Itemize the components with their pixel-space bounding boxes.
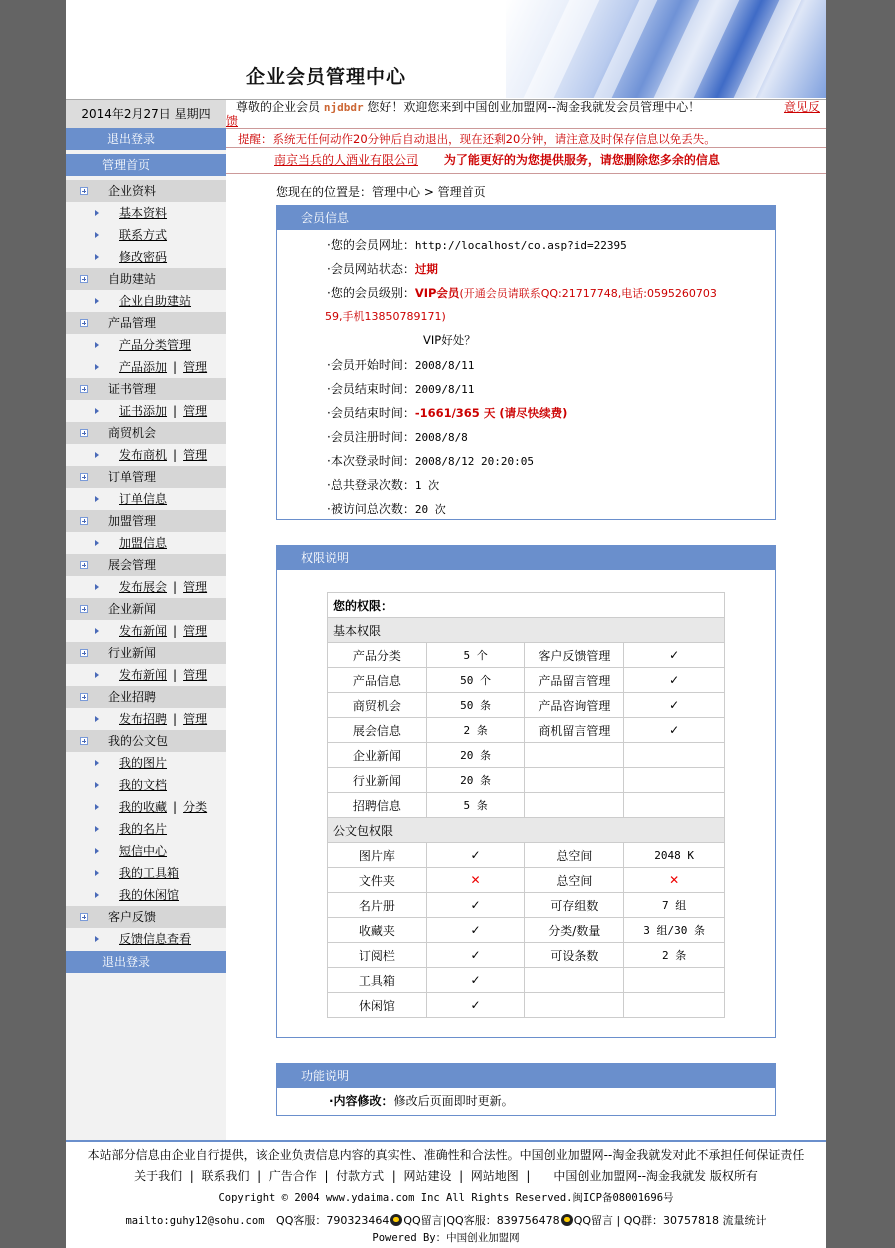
arrow-right-icon (95, 210, 99, 216)
sidebar-category-label: 企业招聘 (108, 690, 157, 704)
arrow-right-icon (95, 452, 99, 458)
arrow-right-icon (95, 870, 99, 876)
current-date: 2014年2月27日 星期四 (66, 99, 226, 128)
footer (66, 1140, 826, 1248)
status-value: 过期 (414, 262, 438, 276)
expand-plus-icon[interactable] (80, 693, 88, 701)
table-cell: 商机留言管理 (525, 718, 624, 743)
table-cell: 收藏夹 (328, 918, 427, 943)
footer-separator: | (316, 1169, 337, 1183)
table-cell: 50 个 (426, 668, 525, 693)
sidebar-item-link[interactable]: 修改密码 (119, 250, 168, 264)
table-cell (624, 743, 725, 768)
sidebar-category[interactable] (66, 598, 226, 620)
level-note: (开通会员请联系QQ:21717748,电话:0595260703 (459, 287, 717, 300)
sidebar-item (66, 796, 226, 818)
sidebar-category-label: 展会管理 (108, 558, 157, 572)
table-row (328, 918, 725, 943)
sidebar-category-label: 企业新闻 (108, 602, 157, 616)
table-cell: 工具箱 (328, 968, 427, 993)
permissions-panel (276, 545, 776, 1038)
sidebar-item (66, 400, 226, 422)
sidebar-item-link[interactable]: 发布新闻 (119, 668, 168, 682)
arrow-right-icon (95, 540, 99, 546)
banner-artwork (506, 0, 826, 98)
member-info-title: 会员信息 (277, 206, 775, 230)
start-value: 2008/8/11 (414, 359, 475, 372)
permission-section-heading: 基本权限 (328, 618, 725, 643)
separator: | (173, 404, 178, 418)
sidebar-category[interactable] (66, 906, 226, 928)
table-row (328, 893, 725, 918)
footer-link[interactable]: 网站建设 (403, 1169, 452, 1183)
sidebar-item-manage-link[interactable]: 管理 (183, 668, 208, 682)
notice-bar (226, 148, 826, 174)
arrow-right-icon (95, 298, 99, 304)
footer-qq-msg-1[interactable]: QQ留言 (403, 1214, 443, 1227)
sidebar-item-link[interactable]: 反馈信息查看 (119, 932, 192, 946)
remain-label: ·会员结束时间： (327, 406, 415, 420)
table-cell: 2 条 (624, 943, 725, 968)
footer-link[interactable]: 关于我们 (134, 1169, 183, 1183)
sidebar-item-link[interactable]: 发布展会 (119, 580, 168, 594)
sidebar-category[interactable] (66, 180, 226, 202)
footer-qq-group: | QQ群：30757818 (616, 1214, 720, 1227)
feedback-link-wrap[interactable]: 馈 (226, 114, 239, 128)
level-note-cont: 59,手机13850789171) (325, 310, 446, 323)
arrow-right-icon (95, 672, 99, 678)
footer-separator: | (249, 1169, 269, 1183)
arrow-right-icon (95, 760, 99, 766)
sidebar-item (66, 664, 226, 686)
sidebar-category-label: 我的公文包 (108, 734, 169, 748)
sidebar-item (66, 246, 226, 268)
level-label: ·您的会员级别： (327, 286, 415, 300)
footer-qq1: QQ客服：790323464 (276, 1214, 390, 1227)
sidebar-category[interactable] (66, 378, 226, 400)
sidebar-item-manage-link[interactable]: 管理 (183, 404, 208, 418)
table-cell: 休闲馆 (328, 993, 427, 1018)
footer-link[interactable]: 联系我们 (201, 1169, 250, 1183)
table-row (328, 768, 725, 793)
expand-plus-icon[interactable] (80, 737, 88, 745)
table-cell: 订阅栏 (328, 943, 427, 968)
table-cell (525, 768, 624, 793)
permissions-table (327, 592, 725, 1018)
vip-benefit-link[interactable]: VIP好处？ (423, 333, 476, 347)
footer-powered: Powered By：中国创业加盟网 (372, 1232, 520, 1244)
table-cell: 可存组数 (525, 893, 624, 918)
footer-separator: | (384, 1169, 404, 1183)
sidebar-item (66, 532, 226, 554)
sidebar (66, 128, 226, 1140)
login-label: ·本次登录时间： (327, 454, 415, 468)
sidebar-category-label: 产品管理 (108, 316, 157, 330)
table-cell (624, 768, 725, 793)
footer-separator: | (518, 1169, 554, 1183)
sidebar-item (66, 774, 226, 796)
timeout-reminder: 提醒：系统无任何动作20分钟后自动退出，现在还剩20分钟，请注意及时保存信息以免丢失。 (226, 128, 826, 148)
sidebar-item-link[interactable]: 企业自助建站 (119, 294, 192, 308)
separator: | (173, 448, 178, 462)
sidebar-item-link[interactable]: 订单信息 (119, 492, 168, 506)
sidebar-item (66, 444, 226, 466)
sidebar-item (66, 620, 226, 642)
table-cell: ✓ (426, 943, 525, 968)
table-cell: 20 条 (426, 743, 525, 768)
welcome-suffix: 您好！欢迎您来到中国创业加盟网--淘金我就发会员管理中心！ (367, 100, 701, 114)
sidebar-item-link[interactable]: 我的工具箱 (119, 866, 180, 880)
table-row (328, 968, 725, 993)
sidebar-item (66, 202, 226, 224)
functions-text: 修改后页面即时更新。 (393, 1094, 514, 1108)
sidebar-item (66, 488, 226, 510)
sidebar-category[interactable] (66, 554, 226, 576)
table-cell (624, 968, 725, 993)
total-login-value: 1 次 (414, 479, 440, 492)
footer-qq-msg-2[interactable]: QQ留言 (573, 1214, 614, 1227)
table-row (328, 993, 725, 1018)
sidebar-item-link[interactable]: 发布新闻 (119, 624, 168, 638)
feedback-link[interactable]: 意见反 (783, 100, 820, 114)
arrow-right-icon (95, 826, 99, 832)
table-row (328, 643, 725, 668)
footer-link[interactable]: 广告合作 (268, 1169, 317, 1183)
footer-mail-link[interactable]: mailto:guhy12@sohu.com (125, 1215, 265, 1227)
sidebar-category[interactable] (66, 730, 226, 752)
arrow-right-icon (95, 342, 99, 348)
arrow-right-icon (95, 584, 99, 590)
qq-icon (390, 1214, 402, 1226)
functions-panel (276, 1063, 776, 1116)
sidebar-item (66, 356, 226, 378)
sidebar-category[interactable] (66, 422, 226, 444)
footer-links (66, 1167, 826, 1184)
sidebar-item (66, 818, 226, 840)
arrow-right-icon (95, 936, 99, 942)
sidebar-item-manage-link[interactable]: 管理 (183, 580, 208, 594)
sidebar-home[interactable]: 管理首页 (66, 154, 226, 176)
welcome-bar (226, 99, 826, 128)
sidebar-item (66, 224, 226, 246)
sidebar-item (66, 862, 226, 884)
footer-disclaimer: 本站部分信息由企业自行提供，该企业负责信息内容的真实性、准确性和合法性。中国创业加盟网--淘金我就发对此不承担任何保证责任 (87, 1148, 805, 1162)
table-cell: 总空间 (525, 843, 624, 868)
expand-plus-icon[interactable] (80, 319, 88, 327)
arrow-right-icon (95, 716, 99, 722)
sidebar-item (66, 928, 226, 950)
table-cell (624, 993, 725, 1018)
table-cell: 产品留言管理 (525, 668, 624, 693)
separator: | (173, 712, 178, 726)
sidebar-item (66, 290, 226, 312)
sidebar-item-manage-link[interactable]: 管理 (183, 360, 208, 374)
arrow-right-icon (95, 408, 99, 414)
level-value: VIP会员 (414, 286, 460, 300)
total-login-label: ·总共登录次数： (327, 478, 415, 492)
login-value: 2008/8/12 20:20:05 (414, 455, 535, 468)
status-label: ·会员网站状态： (327, 262, 415, 276)
visits-value: 20 次 (414, 503, 446, 516)
table-cell (624, 793, 725, 818)
table-cell: 50 条 (426, 693, 525, 718)
table-cell (525, 968, 624, 993)
arrow-right-icon (95, 254, 99, 260)
end-label: ·会员结束时间： (327, 382, 415, 396)
table-cell: ✓ (426, 893, 525, 918)
sidebar-item-link[interactable]: 我的收藏 (119, 800, 168, 814)
table-cell: 分类/数量 (525, 918, 624, 943)
sidebar-item-manage-link[interactable]: 管理 (183, 712, 208, 726)
footer-link[interactable]: 付款方式 (336, 1169, 385, 1183)
member-info-panel (276, 205, 776, 520)
expand-plus-icon[interactable] (80, 429, 88, 437)
qq-icon (561, 1214, 573, 1226)
sidebar-category-label: 客户反馈 (108, 910, 157, 924)
sidebar-item-manage-link[interactable]: 管理 (183, 448, 208, 462)
footer-stats-link[interactable]: 流量统计 (722, 1214, 767, 1227)
expand-plus-icon[interactable] (80, 649, 88, 657)
end-value: 2009/8/11 (414, 383, 475, 396)
footer-rights: 中国创业加盟网--淘金我就发 版权所有 (553, 1169, 758, 1183)
sidebar-item-link[interactable]: 我的文档 (119, 778, 168, 792)
table-cell: ✓ (426, 968, 525, 993)
reg-label: ·会员注册时间： (327, 430, 415, 444)
table-cell: 展会信息 (328, 718, 427, 743)
sidebar-item-link[interactable]: 我的名片 (119, 822, 168, 836)
footer-separator: | (451, 1169, 471, 1183)
url-label: ·您的会员网址： (327, 238, 415, 252)
welcome-prefix: 尊敬的企业会员 (236, 100, 321, 114)
sidebar-item-link[interactable]: 产品添加 (119, 360, 168, 374)
table-cell: 产品咨询管理 (525, 693, 624, 718)
table-cell: 招聘信息 (328, 793, 427, 818)
visits-label: ·被访问总次数： (327, 502, 415, 516)
logout-button-bottom[interactable]: 退出登录 (66, 951, 226, 973)
sidebar-item-link[interactable]: 短信中心 (119, 844, 168, 858)
sidebar-groups (66, 180, 226, 950)
table-cell: 5 条 (426, 793, 525, 818)
username: njdbdr (323, 101, 364, 114)
sidebar-category[interactable] (66, 686, 226, 708)
sidebar-item-link[interactable]: 基本资料 (119, 206, 168, 220)
table-cell: 行业新闻 (328, 768, 427, 793)
separator: | (173, 800, 178, 814)
table-cell: ✓ (624, 693, 725, 718)
breadcrumb: 您现在的位置是：管理中心 > 管理首页 (276, 185, 486, 199)
table-cell: ✓ (624, 668, 725, 693)
footer-separator: | (182, 1169, 202, 1183)
arrow-right-icon (95, 232, 99, 238)
table-cell: ✓ (426, 843, 525, 868)
arrow-right-icon (95, 804, 99, 810)
page-title: 企业会员管理中心 (246, 66, 407, 88)
company-link[interactable]: 南京当兵的人酒业有限公司 (274, 153, 419, 167)
reg-value: 2008/8/8 (414, 431, 468, 444)
footer-contact (66, 1212, 826, 1228)
sidebar-category[interactable] (66, 466, 226, 488)
table-cell: 2048 K (624, 843, 725, 868)
table-row (328, 868, 725, 893)
arrow-right-icon (95, 848, 99, 854)
table-cell: ✕ (426, 868, 525, 893)
sidebar-item-link[interactable]: 我的图片 (119, 756, 168, 770)
sidebar-item-link[interactable]: 加盟信息 (119, 536, 168, 550)
remain-value: -1661/365 天 (请尽快续费) (414, 406, 568, 420)
sidebar-item-link[interactable]: 联系方式 (119, 228, 168, 242)
table-cell (525, 993, 624, 1018)
sidebar-item (66, 752, 226, 774)
table-cell: 名片册 (328, 893, 427, 918)
sidebar-category-label: 行业新闻 (108, 646, 157, 660)
table-cell: 5 个 (426, 643, 525, 668)
expand-plus-icon[interactable] (80, 517, 88, 525)
expand-plus-icon[interactable] (80, 561, 88, 569)
sidebar-category-label: 商贸机会 (108, 426, 157, 440)
separator: | (173, 668, 178, 682)
arrow-right-icon (95, 364, 99, 370)
functions-label: ·内容修改： (329, 1094, 394, 1108)
table-cell: 总空间 (525, 868, 624, 893)
expand-plus-icon[interactable] (80, 275, 88, 283)
service-message: 为了能更好的为您提供服务，请您删除您多余的信息 (443, 153, 720, 167)
table-cell: ✓ (624, 718, 725, 743)
sidebar-item (66, 840, 226, 862)
table-cell (525, 743, 624, 768)
table-cell: 商贸机会 (328, 693, 427, 718)
expand-plus-icon[interactable] (80, 187, 88, 195)
sidebar-item-link[interactable]: 我的休闲馆 (119, 888, 180, 902)
separator: | (173, 580, 178, 594)
sidebar-item-manage-link[interactable]: 分类 (183, 800, 208, 814)
start-label: ·会员开始时间： (327, 358, 415, 372)
header-banner (66, 0, 826, 98)
page (66, 0, 826, 1248)
logout-button-top[interactable]: 退出登录 (66, 128, 226, 150)
permission-section-heading: 公文包权限 (328, 818, 725, 843)
table-row (328, 793, 725, 818)
table-row (328, 668, 725, 693)
arrow-right-icon (95, 628, 99, 634)
separator: | (173, 360, 178, 374)
expand-plus-icon[interactable] (80, 473, 88, 481)
sidebar-item-link[interactable]: 发布商机 (119, 448, 168, 462)
table-row (328, 718, 725, 743)
footer-link[interactable]: 网站地图 (470, 1169, 519, 1183)
sidebar-item (66, 884, 226, 906)
table-cell: 客户反馈管理 (525, 643, 624, 668)
table-row (328, 693, 725, 718)
permissions-title: 权限说明 (277, 546, 775, 570)
table-cell: 可设条数 (525, 943, 624, 968)
sidebar-category-label: 加盟管理 (108, 514, 157, 528)
sidebar-item-manage-link[interactable]: 管理 (183, 624, 208, 638)
arrow-right-icon (95, 782, 99, 788)
table-cell: ✓ (426, 918, 525, 943)
table-cell: 2 条 (426, 718, 525, 743)
table-cell: 产品信息 (328, 668, 427, 693)
arrow-right-icon (95, 892, 99, 898)
table-cell: 产品分类 (328, 643, 427, 668)
table-cell: 3 组/30 条 (624, 918, 725, 943)
sidebar-category[interactable] (66, 312, 226, 334)
table-cell: 文件夹 (328, 868, 427, 893)
table-cell: 20 条 (426, 768, 525, 793)
table-cell (525, 793, 624, 818)
table-cell: ✓ (624, 643, 725, 668)
sidebar-category-label: 证书管理 (108, 382, 157, 396)
sidebar-item-link[interactable]: 证书添加 (119, 404, 168, 418)
table-cell: 7 组 (624, 893, 725, 918)
expand-plus-icon[interactable] (80, 605, 88, 613)
table-row (328, 743, 725, 768)
sidebar-item (66, 708, 226, 730)
sidebar-item (66, 576, 226, 598)
expand-plus-icon[interactable] (80, 913, 88, 921)
table-row (328, 843, 725, 868)
your-permissions-heading: 您的权限： (328, 593, 725, 618)
table-cell: ✓ (426, 993, 525, 1018)
separator: | (173, 624, 178, 638)
table-cell: 企业新闻 (328, 743, 427, 768)
table-cell: ✕ (624, 868, 725, 893)
sidebar-category-label: 企业资料 (108, 184, 157, 198)
sidebar-category[interactable] (66, 268, 226, 290)
functions-title: 功能说明 (277, 1064, 775, 1088)
sidebar-category[interactable] (66, 510, 226, 532)
sidebar-category-label: 自助建站 (108, 272, 157, 286)
expand-plus-icon[interactable] (80, 385, 88, 393)
table-cell: 图片库 (328, 843, 427, 868)
footer-qq2: |QQ客服：839756478 (442, 1214, 560, 1227)
sidebar-category[interactable] (66, 642, 226, 664)
table-row (328, 943, 725, 968)
url-value: http://localhost/co.asp?id=22395 (414, 239, 627, 252)
sidebar-item-link[interactable]: 发布招聘 (119, 712, 168, 726)
footer-copyright: Copyright © 2004 www.ydaima.com Inc All Rights Reserved.闽ICP备08001696号 (218, 1192, 674, 1204)
arrow-right-icon (95, 496, 99, 502)
sidebar-item-link[interactable]: 产品分类管理 (119, 338, 192, 352)
sidebar-category-label: 订单管理 (108, 470, 157, 484)
sidebar-item (66, 334, 226, 356)
